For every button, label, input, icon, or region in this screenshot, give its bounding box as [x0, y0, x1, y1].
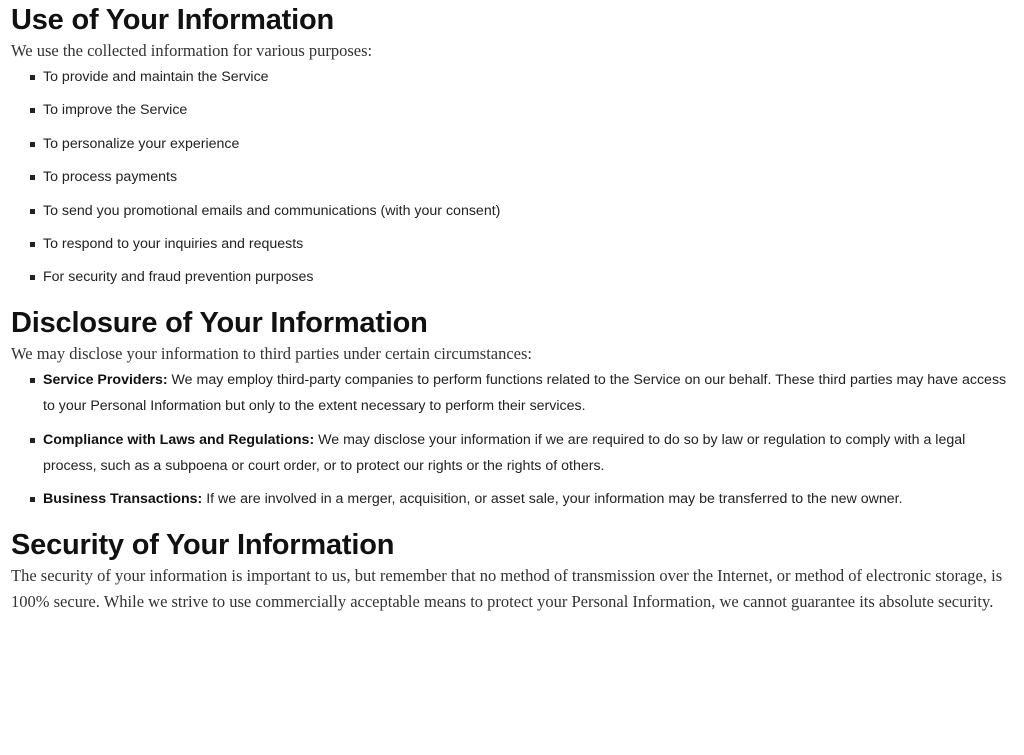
bullet-icon [30, 497, 35, 502]
list-item-service-providers [43, 367, 1020, 419]
use-of-information-list [11, 64, 1020, 290]
list-item-text: To respond to your inquiries and requests [43, 235, 304, 252]
disclosure-intro: We may disclose your information to third parties under certain circumstances: [11, 344, 533, 364]
list-item-text: For security and fraud prevention purposes [43, 269, 314, 286]
bullet-icon [30, 108, 35, 113]
use-of-information-intro: We use the collected information for various purposes: [11, 41, 373, 60]
bullet-icon [30, 175, 35, 180]
list-item [43, 264, 1020, 290]
bullet-icon [30, 275, 35, 280]
list-item-text: To send you promotional emails and communications (with your consent) [43, 202, 501, 219]
bullet-icon [30, 142, 35, 147]
document-body [11, 0, 1020, 615]
security-heading: Security of Your Information [11, 529, 395, 562]
list-item-text: To provide and maintain the Service [43, 69, 269, 85]
list-item-text: If we are involved in a merger, acquisition, or asset sale, your information may be transferred to the new owner. [202, 491, 903, 508]
list-item [43, 131, 1020, 157]
list-item [43, 231, 1020, 257]
list-item [43, 164, 1020, 190]
list-item [43, 198, 1020, 224]
list-item-text: To process payments [43, 169, 178, 186]
bullet-icon [30, 438, 35, 443]
bullet-icon [30, 378, 35, 383]
security-body: The security of your information is important to us, but remember that no method of transmission over the Internet, or method of electronic storage, is 100% secure. While we strive to use commercially acceptable means to protect your Personal Information, we cannot guarantee its absolute security. [11, 566, 1003, 612]
bullet-icon [30, 209, 35, 214]
list-item-business-transactions [43, 486, 1020, 512]
list-item-compliance [43, 427, 1020, 479]
list-item-term: Business Transactions: [43, 491, 203, 508]
list-item-term: Compliance with Laws and Regulations: [43, 431, 315, 448]
list-item-term: Service Providers: [43, 372, 168, 389]
list-item [43, 64, 1020, 90]
list-item-text: We may disclose your information if we are required to do so by law or regulation to comply with a legal process, such as a subpoena or court order, or to protect our rights or the rights of others. [43, 431, 966, 474]
list-item-text: To personalize your experience [43, 135, 240, 152]
use-of-information-heading: Use of Your Information [11, 4, 335, 36]
bullet-icon [30, 242, 35, 247]
disclosure-heading: Disclosure of Your Information [11, 307, 428, 340]
list-item [43, 97, 1020, 123]
bullet-icon [30, 75, 35, 80]
disclosure-list [11, 367, 1020, 512]
list-item-text: We may employ third-party companies to perform functions related to the Service on our behalf. These third parties may have access to your Personal Information but only to the extent necessary to perform their services. [43, 372, 1007, 415]
list-item-text: To improve the Service [43, 102, 188, 119]
